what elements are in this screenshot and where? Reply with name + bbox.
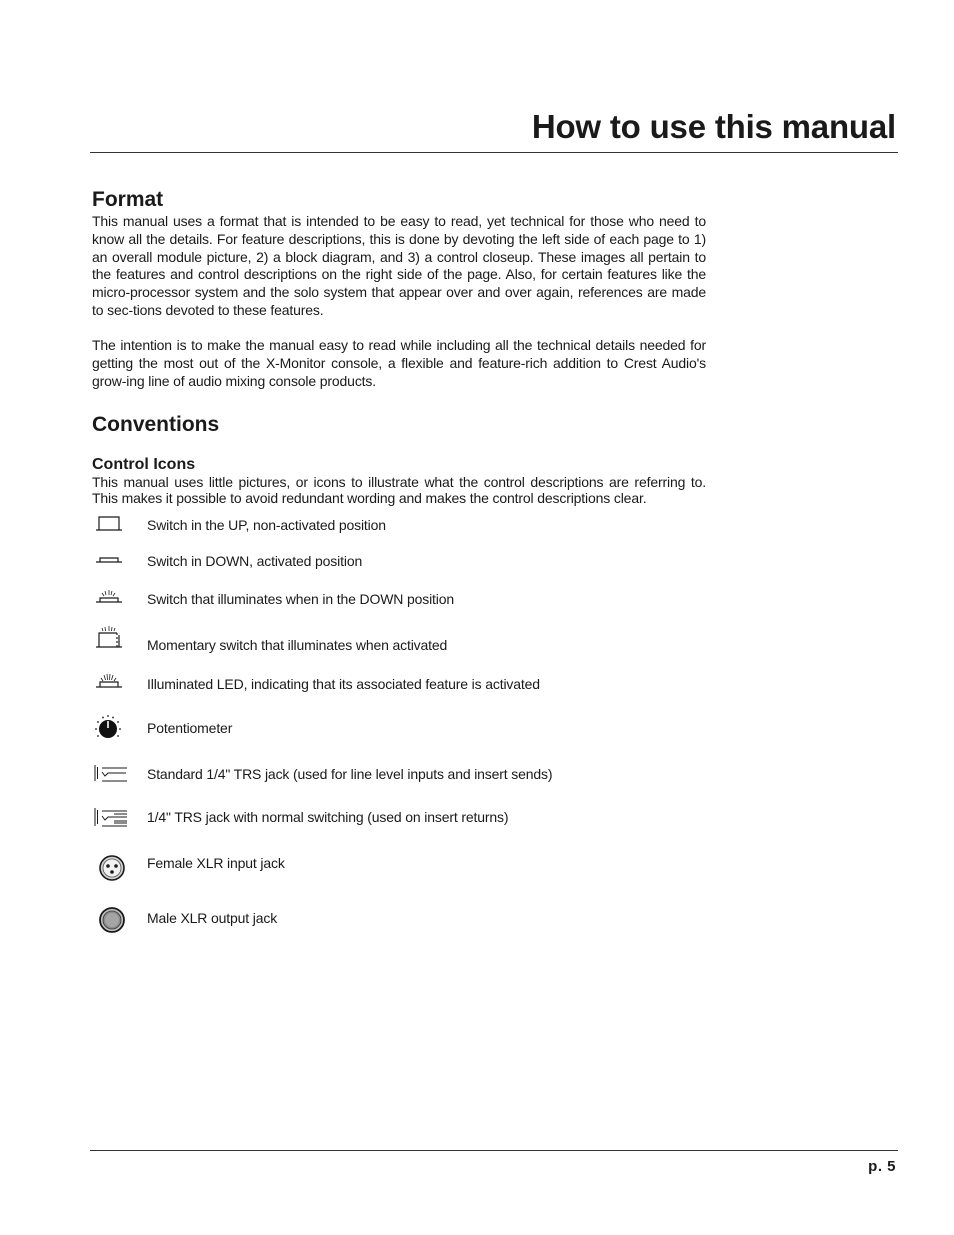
male-xlr-icon <box>90 901 134 935</box>
potentiometer-icon <box>90 713 134 743</box>
icon-label: Standard 1/4" TRS jack (used for line level inputs and insert sends) <box>147 766 553 782</box>
format-paragraph-1: This manual uses a format that is intended to be easy to read, yet technical for those who need to know all the details. For feature descriptions, this is done by devoting the left side of each page to 1) an overall module picture, 2) a block diagram, and 3) a control closeup. These images all pertain to the features and control descriptions on the right side of the page. Also, for certain features like the micro-processor system and the solo system that appear over and over again, references are made to sec-tions devoted to these features. <box>92 213 706 318</box>
icon-label: 1/4" TRS jack with normal switching (used on insert returns) <box>147 809 509 825</box>
conventions-heading: Conventions <box>92 412 220 436</box>
switch-up-icon <box>90 510 134 540</box>
momentary-illuminated-switch-icon <box>90 624 134 654</box>
icon-label: Male XLR output jack <box>147 910 278 926</box>
trs-jack-switching-icon <box>90 802 134 832</box>
header-rule <box>90 152 898 153</box>
illuminated-switch-down-icon <box>90 584 134 614</box>
icon-label: Switch in DOWN, activated position <box>147 553 363 569</box>
icon-label: Momentary switch that illuminates when activated <box>147 637 448 653</box>
control-icons-heading: Control Icons <box>92 455 196 473</box>
switch-down-icon <box>90 546 134 576</box>
icon-label: Female XLR input jack <box>147 855 285 871</box>
format-paragraph-2: The intention is to make the manual easy to read while including all the technical details needed for getting the most out of the X-Monitor console, a flexible and feature-rich addition to Crest Audio's grow-ing line of audio mixing console products. <box>92 337 706 389</box>
illuminated-led-icon <box>90 669 134 699</box>
icon-label: Switch that illuminates when in the DOWN position <box>147 591 455 607</box>
page-number: p. 5 <box>868 1158 896 1175</box>
icon-label: Illuminated LED, indicating that its associated feature is activated <box>147 676 540 692</box>
page-title: How to use this manual <box>531 108 896 145</box>
control-icons-intro: This manual uses little pictures, or icons to illustrate what the control descriptions are referring to. This makes it possible to avoid redundant wording and makes the control descriptions clear. <box>92 473 706 506</box>
footer-rule <box>90 1150 898 1151</box>
icon-label: Switch in the UP, non-activated position <box>147 517 386 533</box>
main-content <box>92 185 706 506</box>
icon-label: Potentiometer <box>147 720 233 736</box>
trs-jack-icon <box>90 759 134 789</box>
female-xlr-icon <box>90 848 134 882</box>
format-heading: Format <box>92 188 164 211</box>
